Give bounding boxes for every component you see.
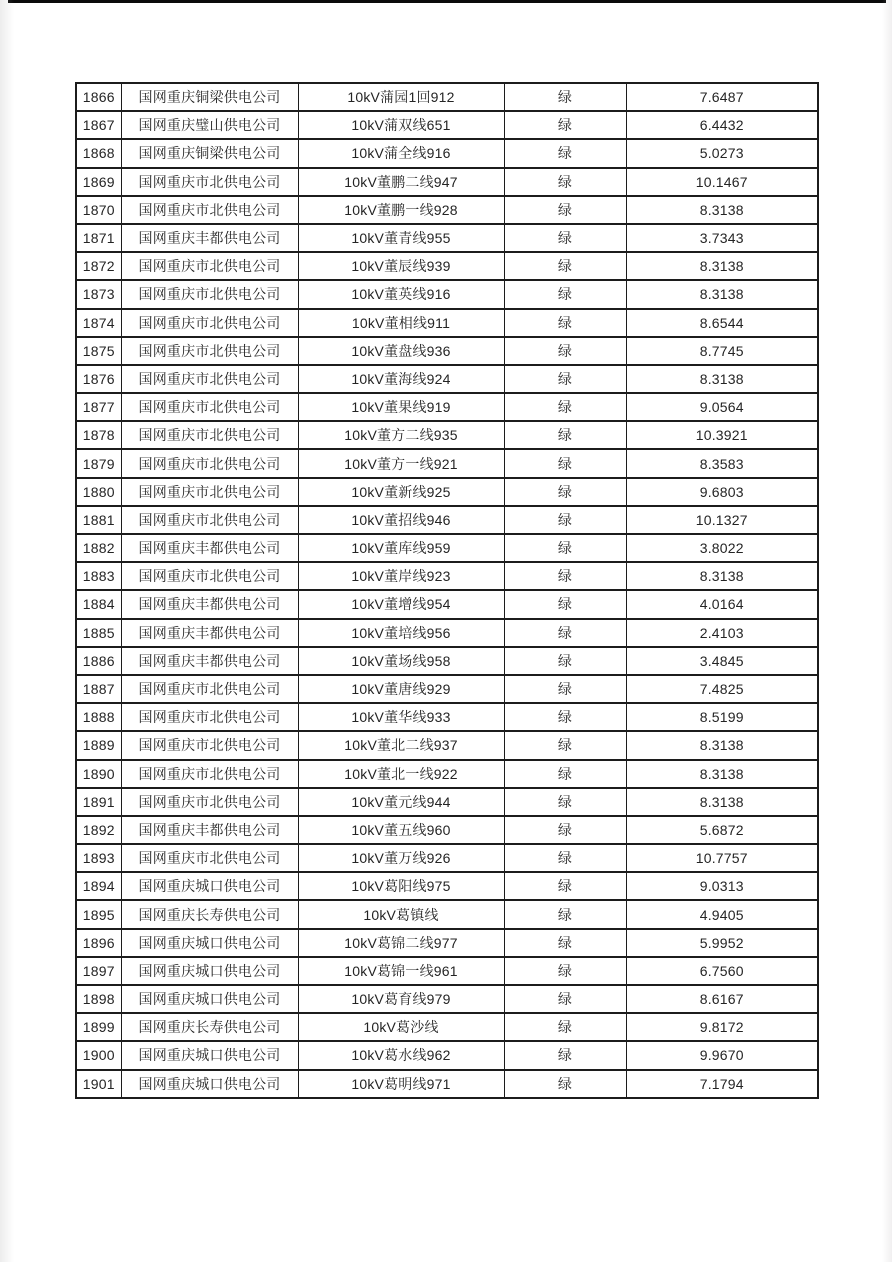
table-row — [76, 83, 818, 111]
cell-company: 国网重庆城口供电公司 — [121, 957, 298, 985]
cell-company: 国网重庆丰都供电公司 — [121, 619, 298, 647]
table-row — [76, 1041, 818, 1069]
cell-value: 8.6167 — [626, 985, 818, 1013]
cell-status: 绿 — [504, 421, 626, 449]
cell-id: 1878 — [76, 421, 121, 449]
cell-status: 绿 — [504, 619, 626, 647]
cell-company: 国网重庆铜梁供电公司 — [121, 139, 298, 167]
cell-status: 绿 — [504, 816, 626, 844]
cell-line: 10kV董华线933 — [298, 703, 504, 731]
cell-line: 10kV董北二线937 — [298, 731, 504, 759]
cell-status: 绿 — [504, 478, 626, 506]
cell-company: 国网重庆城口供电公司 — [121, 929, 298, 957]
cell-value: 8.7745 — [626, 337, 818, 365]
cell-company: 国网重庆城口供电公司 — [121, 1070, 298, 1098]
cell-line: 10kV董唐线929 — [298, 675, 504, 703]
cell-line: 10kV蒲全线916 — [298, 139, 504, 167]
cell-id: 1885 — [76, 619, 121, 647]
cell-value: 2.4103 — [626, 619, 818, 647]
cell-value: 9.0564 — [626, 393, 818, 421]
cell-company: 国网重庆丰都供电公司 — [121, 534, 298, 562]
cell-id: 1872 — [76, 252, 121, 280]
cell-company: 国网重庆市北供电公司 — [121, 252, 298, 280]
cell-company: 国网重庆丰都供电公司 — [121, 224, 298, 252]
cell-value: 8.3138 — [626, 365, 818, 393]
table-row — [76, 929, 818, 957]
cell-company: 国网重庆城口供电公司 — [121, 1041, 298, 1069]
cell-status: 绿 — [504, 675, 626, 703]
cell-value: 4.0164 — [626, 590, 818, 618]
table-row — [76, 196, 818, 224]
cell-value: 8.3138 — [626, 252, 818, 280]
table-row — [76, 139, 818, 167]
cell-company: 国网重庆市北供电公司 — [121, 506, 298, 534]
cell-line: 10kV董盘线936 — [298, 337, 504, 365]
table-row — [76, 1070, 818, 1098]
cell-company: 国网重庆丰都供电公司 — [121, 816, 298, 844]
cell-status: 绿 — [504, 139, 626, 167]
page-edge-shading-left — [0, 0, 14, 1262]
cell-status: 绿 — [504, 111, 626, 139]
cell-id: 1901 — [76, 1070, 121, 1098]
table-row — [76, 675, 818, 703]
cell-status: 绿 — [504, 900, 626, 928]
table-row — [76, 506, 818, 534]
table-row — [76, 337, 818, 365]
cell-line: 10kV董果线919 — [298, 393, 504, 421]
cell-status: 绿 — [504, 872, 626, 900]
cell-company: 国网重庆市北供电公司 — [121, 421, 298, 449]
cell-company: 国网重庆城口供电公司 — [121, 985, 298, 1013]
cell-id: 1877 — [76, 393, 121, 421]
table-row — [76, 760, 818, 788]
cell-value: 8.3138 — [626, 196, 818, 224]
cell-line: 10kV董场线958 — [298, 647, 504, 675]
table-row — [76, 111, 818, 139]
cell-value: 8.3138 — [626, 788, 818, 816]
cell-value: 10.7757 — [626, 844, 818, 872]
cell-company: 国网重庆市北供电公司 — [121, 562, 298, 590]
cell-value: 8.3583 — [626, 449, 818, 477]
cell-id: 1886 — [76, 647, 121, 675]
cell-value: 10.3921 — [626, 421, 818, 449]
cell-id: 1884 — [76, 590, 121, 618]
cell-line: 10kV董英线916 — [298, 280, 504, 308]
table-row — [76, 534, 818, 562]
cell-id: 1874 — [76, 309, 121, 337]
cell-company: 国网重庆市北供电公司 — [121, 703, 298, 731]
cell-company: 国网重庆市北供电公司 — [121, 337, 298, 365]
cell-company: 国网重庆市北供电公司 — [121, 760, 298, 788]
cell-company: 国网重庆长寿供电公司 — [121, 1013, 298, 1041]
cell-line: 10kV董青线955 — [298, 224, 504, 252]
cell-id: 1870 — [76, 196, 121, 224]
cell-status: 绿 — [504, 647, 626, 675]
table-row — [76, 168, 818, 196]
power-line-report-table — [75, 82, 819, 1099]
cell-line: 10kV董五线960 — [298, 816, 504, 844]
cell-company: 国网重庆丰都供电公司 — [121, 590, 298, 618]
cell-id: 1868 — [76, 139, 121, 167]
cell-id: 1888 — [76, 703, 121, 731]
cell-value: 10.1467 — [626, 168, 818, 196]
cell-company: 国网重庆城口供电公司 — [121, 872, 298, 900]
cell-line: 10kV董海线924 — [298, 365, 504, 393]
cell-line: 10kV葛阳线975 — [298, 872, 504, 900]
page-edge-shading-right — [882, 0, 892, 1262]
cell-line: 10kV董辰线939 — [298, 252, 504, 280]
cell-id: 1899 — [76, 1013, 121, 1041]
cell-line: 10kV董北一线922 — [298, 760, 504, 788]
table-row — [76, 562, 818, 590]
cell-company: 国网重庆丰都供电公司 — [121, 647, 298, 675]
cell-id: 1869 — [76, 168, 121, 196]
cell-status: 绿 — [504, 449, 626, 477]
table-row — [76, 224, 818, 252]
cell-line: 10kV董方二线935 — [298, 421, 504, 449]
cell-value: 6.7560 — [626, 957, 818, 985]
cell-id: 1891 — [76, 788, 121, 816]
table-row — [76, 985, 818, 1013]
table-row — [76, 478, 818, 506]
cell-id: 1887 — [76, 675, 121, 703]
cell-line: 10kV董增线954 — [298, 590, 504, 618]
cell-company: 国网重庆市北供电公司 — [121, 844, 298, 872]
cell-status: 绿 — [504, 957, 626, 985]
cell-id: 1892 — [76, 816, 121, 844]
cell-id: 1890 — [76, 760, 121, 788]
cell-line: 10kV葛明线971 — [298, 1070, 504, 1098]
scan-artifact-top-bar — [8, 0, 886, 3]
cell-company: 国网重庆市北供电公司 — [121, 280, 298, 308]
table-row — [76, 872, 818, 900]
cell-id: 1880 — [76, 478, 121, 506]
cell-line: 10kV董方一线921 — [298, 449, 504, 477]
cell-company: 国网重庆市北供电公司 — [121, 788, 298, 816]
cell-status: 绿 — [504, 506, 626, 534]
cell-line: 10kV葛镇线 — [298, 900, 504, 928]
cell-line: 10kV葛锦二线977 — [298, 929, 504, 957]
report-table-body — [76, 83, 818, 1098]
cell-company: 国网重庆市北供电公司 — [121, 449, 298, 477]
cell-value: 3.4845 — [626, 647, 818, 675]
cell-status: 绿 — [504, 1013, 626, 1041]
table-row — [76, 309, 818, 337]
cell-status: 绿 — [504, 731, 626, 759]
cell-line: 10kV董招线946 — [298, 506, 504, 534]
cell-company: 国网重庆市北供电公司 — [121, 393, 298, 421]
cell-value: 7.6487 — [626, 83, 818, 111]
cell-line: 10kV蒲园1回912 — [298, 83, 504, 111]
cell-id: 1894 — [76, 872, 121, 900]
cell-line: 10kV董岸线923 — [298, 562, 504, 590]
cell-value: 9.0313 — [626, 872, 818, 900]
cell-status: 绿 — [504, 562, 626, 590]
cell-id: 1867 — [76, 111, 121, 139]
cell-line: 10kV葛育线979 — [298, 985, 504, 1013]
cell-status: 绿 — [504, 224, 626, 252]
table-row — [76, 788, 818, 816]
cell-status: 绿 — [504, 1041, 626, 1069]
cell-status: 绿 — [504, 985, 626, 1013]
cell-status: 绿 — [504, 83, 626, 111]
cell-line: 10kV董元线944 — [298, 788, 504, 816]
cell-value: 9.8172 — [626, 1013, 818, 1041]
cell-value: 8.6544 — [626, 309, 818, 337]
cell-value: 7.1794 — [626, 1070, 818, 1098]
cell-status: 绿 — [504, 929, 626, 957]
cell-status: 绿 — [504, 168, 626, 196]
table-row — [76, 421, 818, 449]
cell-id: 1897 — [76, 957, 121, 985]
cell-status: 绿 — [504, 280, 626, 308]
cell-line: 10kV葛锦一线961 — [298, 957, 504, 985]
cell-company: 国网重庆长寿供电公司 — [121, 900, 298, 928]
cell-value: 8.3138 — [626, 731, 818, 759]
cell-status: 绿 — [504, 788, 626, 816]
cell-value: 3.8022 — [626, 534, 818, 562]
cell-status: 绿 — [504, 309, 626, 337]
cell-company: 国网重庆市北供电公司 — [121, 309, 298, 337]
cell-value: 9.6803 — [626, 478, 818, 506]
cell-value: 7.4825 — [626, 675, 818, 703]
cell-value: 3.7343 — [626, 224, 818, 252]
cell-status: 绿 — [504, 534, 626, 562]
table-row — [76, 619, 818, 647]
cell-line: 10kV蒲双线651 — [298, 111, 504, 139]
cell-id: 1871 — [76, 224, 121, 252]
cell-value: 4.9405 — [626, 900, 818, 928]
cell-line: 10kV董万线926 — [298, 844, 504, 872]
cell-company: 国网重庆市北供电公司 — [121, 196, 298, 224]
table-row — [76, 900, 818, 928]
table-row — [76, 449, 818, 477]
cell-value: 8.5199 — [626, 703, 818, 731]
cell-status: 绿 — [504, 590, 626, 618]
cell-value: 5.9952 — [626, 929, 818, 957]
cell-status: 绿 — [504, 252, 626, 280]
cell-company: 国网重庆市北供电公司 — [121, 168, 298, 196]
cell-status: 绿 — [504, 1070, 626, 1098]
cell-line: 10kV董新线925 — [298, 478, 504, 506]
cell-value: 9.9670 — [626, 1041, 818, 1069]
table-row — [76, 365, 818, 393]
cell-id: 1889 — [76, 731, 121, 759]
cell-id: 1876 — [76, 365, 121, 393]
cell-company: 国网重庆市北供电公司 — [121, 365, 298, 393]
cell-id: 1900 — [76, 1041, 121, 1069]
cell-line: 10kV葛水线962 — [298, 1041, 504, 1069]
cell-status: 绿 — [504, 760, 626, 788]
cell-value: 8.3138 — [626, 760, 818, 788]
cell-id: 1893 — [76, 844, 121, 872]
table-row — [76, 393, 818, 421]
cell-value: 8.3138 — [626, 562, 818, 590]
cell-company: 国网重庆铜梁供电公司 — [121, 83, 298, 111]
cell-company: 国网重庆市北供电公司 — [121, 731, 298, 759]
table-row — [76, 816, 818, 844]
cell-line: 10kV董鹏一线928 — [298, 196, 504, 224]
cell-status: 绿 — [504, 196, 626, 224]
cell-status: 绿 — [504, 844, 626, 872]
cell-value: 5.0273 — [626, 139, 818, 167]
table-row — [76, 280, 818, 308]
cell-value: 6.4432 — [626, 111, 818, 139]
cell-id: 1898 — [76, 985, 121, 1013]
cell-company: 国网重庆市北供电公司 — [121, 675, 298, 703]
cell-id: 1896 — [76, 929, 121, 957]
cell-status: 绿 — [504, 337, 626, 365]
table-row — [76, 647, 818, 675]
cell-status: 绿 — [504, 703, 626, 731]
cell-line: 10kV董培线956 — [298, 619, 504, 647]
cell-id: 1883 — [76, 562, 121, 590]
cell-id: 1879 — [76, 449, 121, 477]
cell-line: 10kV董鹏二线947 — [298, 168, 504, 196]
cell-id: 1873 — [76, 280, 121, 308]
table-row — [76, 703, 818, 731]
cell-id: 1882 — [76, 534, 121, 562]
cell-line: 10kV董相线911 — [298, 309, 504, 337]
cell-id: 1881 — [76, 506, 121, 534]
cell-company: 国网重庆璧山供电公司 — [121, 111, 298, 139]
table-row — [76, 1013, 818, 1041]
cell-id: 1895 — [76, 900, 121, 928]
cell-status: 绿 — [504, 393, 626, 421]
table-row — [76, 957, 818, 985]
cell-value: 5.6872 — [626, 816, 818, 844]
cell-id: 1866 — [76, 83, 121, 111]
table-row — [76, 590, 818, 618]
cell-value: 10.1327 — [626, 506, 818, 534]
cell-status: 绿 — [504, 365, 626, 393]
cell-id: 1875 — [76, 337, 121, 365]
cell-line: 10kV葛沙线 — [298, 1013, 504, 1041]
table-row — [76, 731, 818, 759]
cell-line: 10kV董库线959 — [298, 534, 504, 562]
table-row — [76, 252, 818, 280]
cell-value: 8.3138 — [626, 280, 818, 308]
table-row — [76, 844, 818, 872]
cell-company: 国网重庆市北供电公司 — [121, 478, 298, 506]
